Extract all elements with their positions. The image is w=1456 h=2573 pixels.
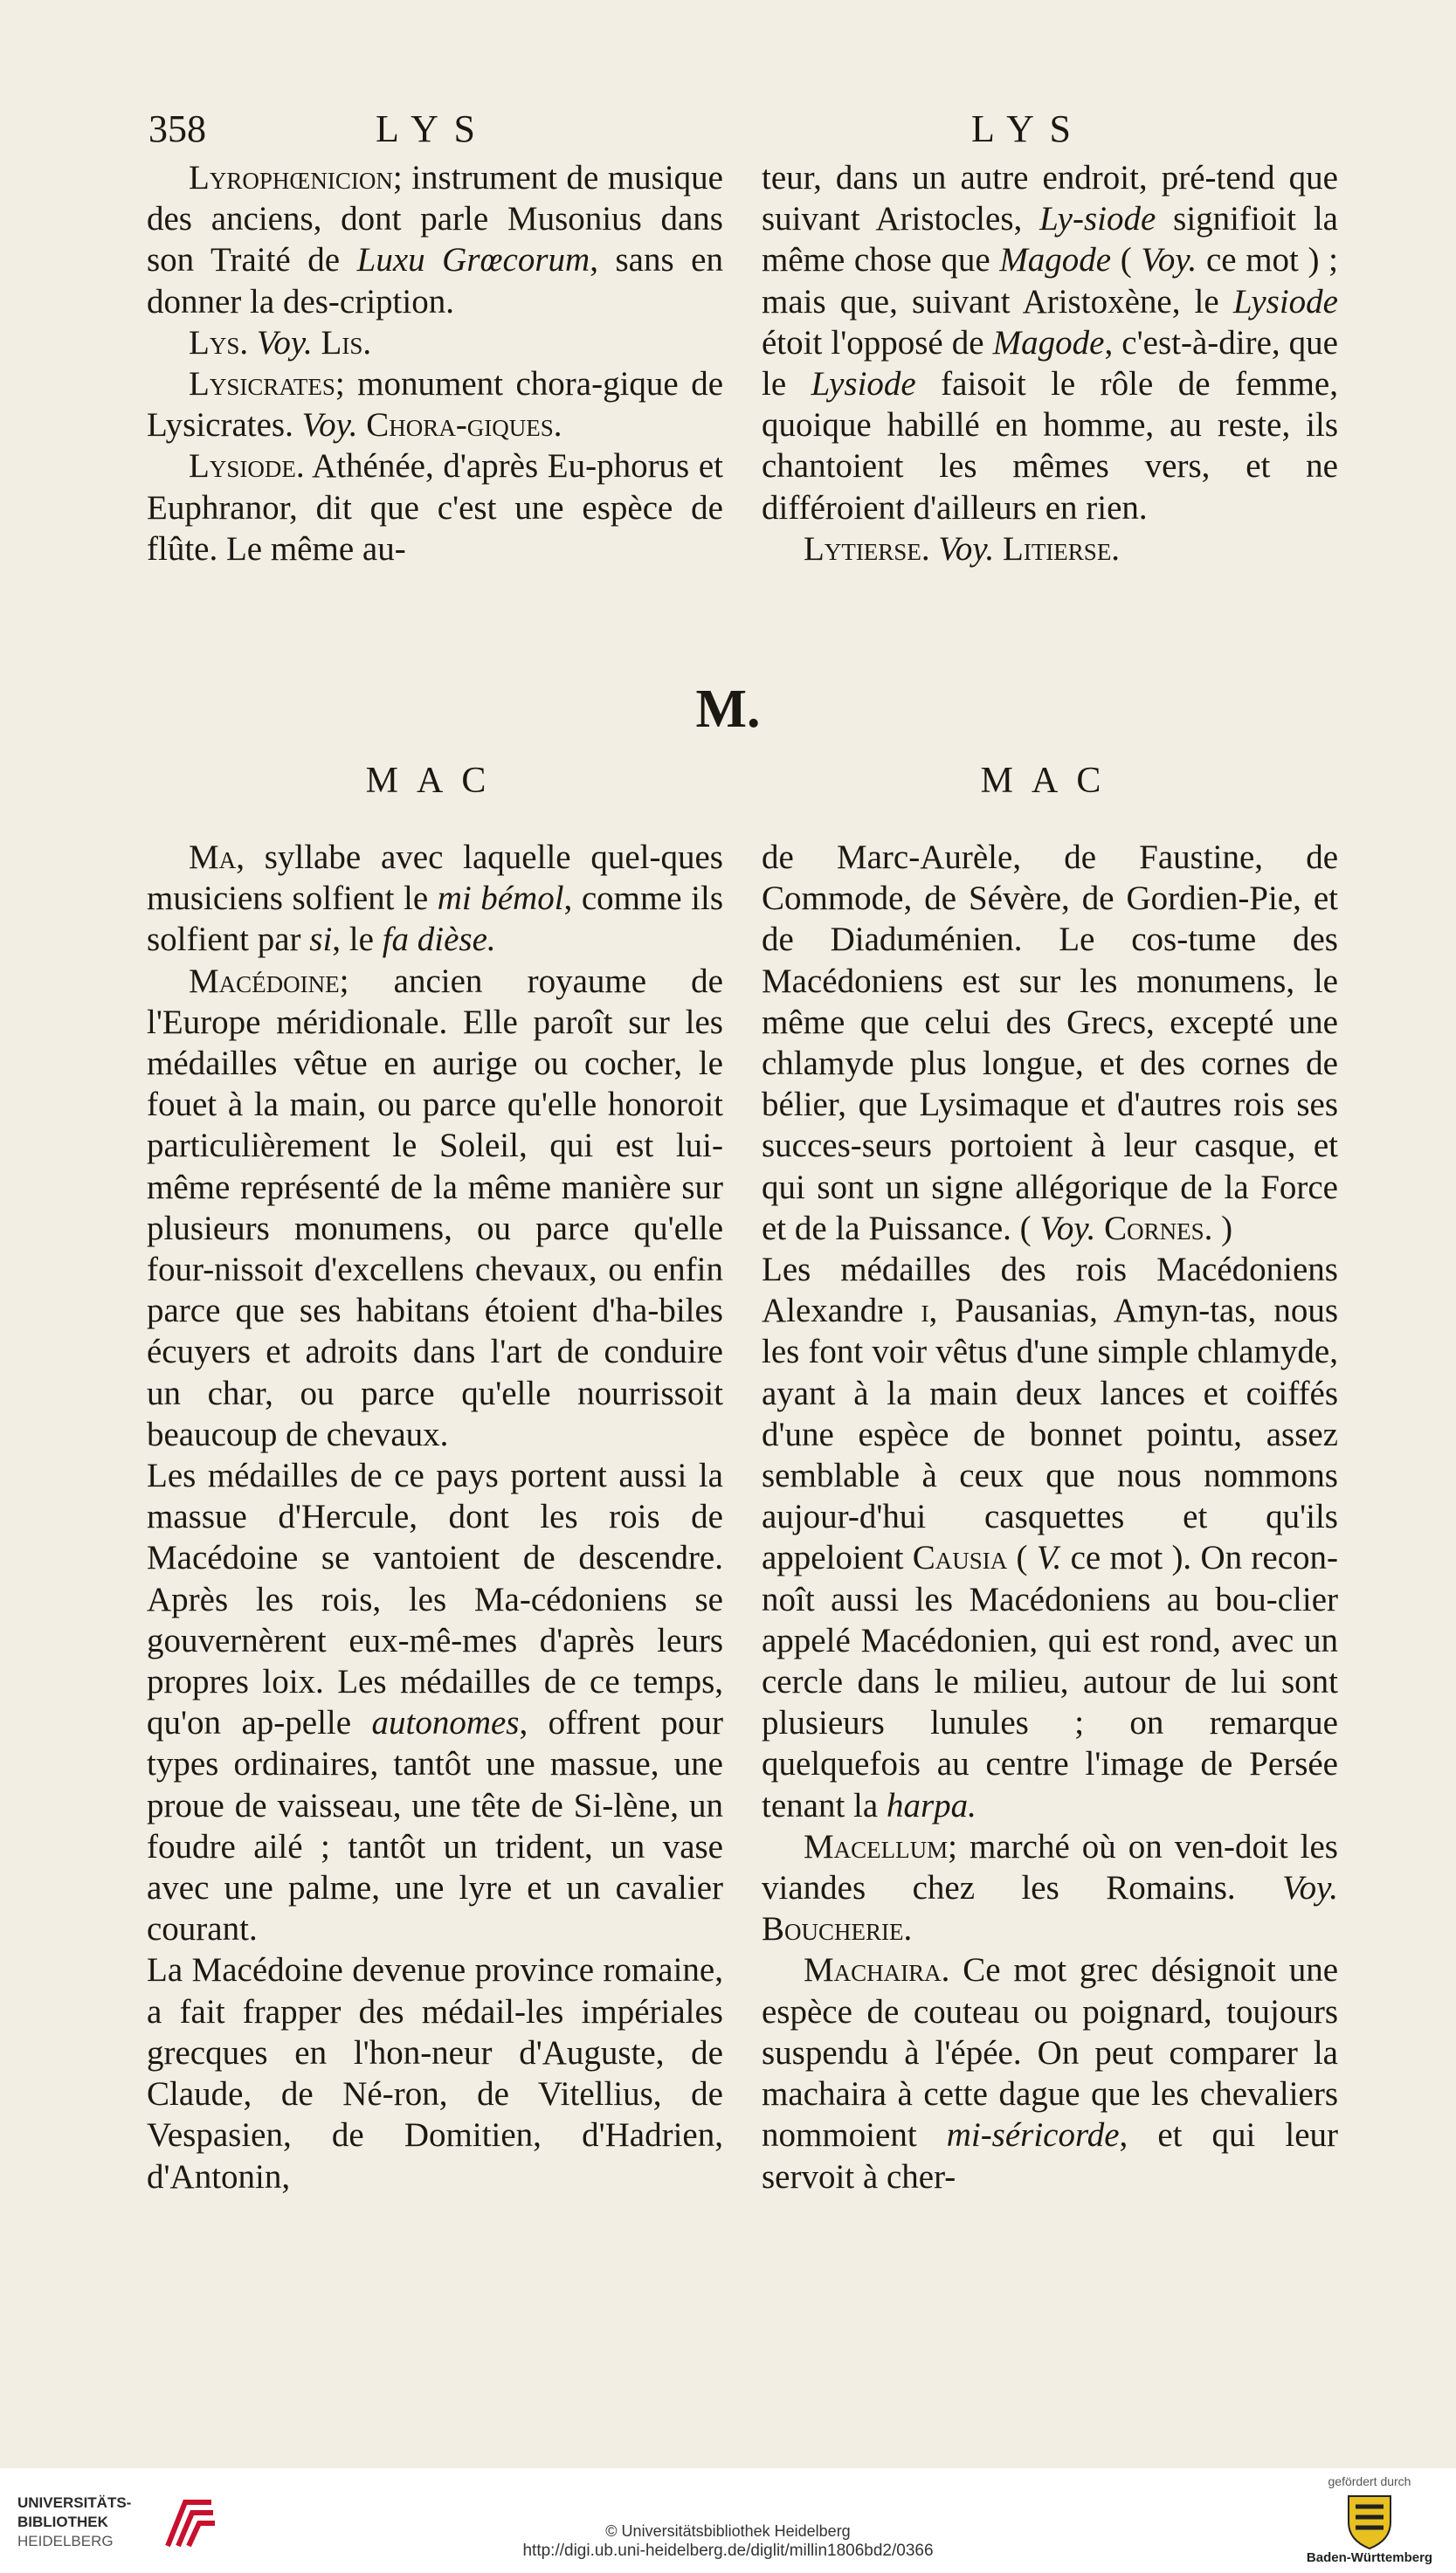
sponsor-caption: gefördert durch [1328,2474,1411,2488]
page-number: 358 [148,107,206,150]
entry-lyrophoenicion: Lyrophœnicion; instrument de musique des anciens, dont parle Musonius dans son Traité de Luxu Grœcorum, sans en donner la des-cription. [147,159,723,321]
entry-lysiode: Lysiode. Athénée, d'après Eu-phorus et Euphranor, dit que c'est une espèce de flûte. Le même au- [147,447,723,568]
entry-ma: Ma, syllabe avec laquelle quel-ques musiciens solfient le mi bémol, comme ils solfient par si, le fa dièse. [147,838,723,959]
logo-line-1: UNIVERSITÄTS- [17,2494,132,2511]
column-bottom-left [147,837,723,2197]
sponsor-name: Baden-Württemberg [1306,2550,1433,2565]
entry-macedoine: Macédoine; ancien royaume de l'Europe méridionale. Elle paroît sur les médailles vêtue en aurige ou cocher, le fouet à la main, ou parce qu'elle honoroit particulièrement le Soleil, qui est lui-même représenté de la même manière sur plusieurs monumens, ou parce qu'elle four-nissoit d'excellens chevaux, ou enfin parce que ses habitans étoient d'ha-biles écuyers et adroits dans l'art de conduire un char, ou parce qu'elle nourrissoit beaucoup de chevaux. [147,962,723,1453]
logo-line-2: BIBLIOTHEK [17,2514,108,2530]
entry-lytierse: Lytierse. Voy. Litierse. [804,529,1121,568]
paragraph-costume: de Marc-Aurèle, de Faustine, de Commode, de Sévère, de Gordien-Pie, et de Diaduménien. Le cos-tume des Macédoniens est sur les monumens, le même que celui des Grecs, excepté une chlamyde plus longue, et des cornes de bélier, que Lysimaque et d'autres rois ses succes-seurs portoient à leur casque, et qui sont un signe allégorique de la Force et de la Puissance. ( Voy. Cornes. ) [762,838,1338,1247]
copyright-text: © Universitätsbibliothek Heidelberg [605,2522,851,2540]
paragraph-province: La Macédoine devenue province romaine, a fait frapper des médail-les impériales grecques en l'hon-neur d'Auguste, de Claude, de Né-ron, de Vitellius, de Vespasien, de Domitien, d'Hadrien, d'Antonin, [147,1951,723,2196]
column-bottom-right [762,837,1338,2197]
subhead-left: MAC [365,761,505,801]
sponsor-logo[interactable] [1304,2473,1435,2568]
coat-of-arms-icon [1343,2493,1396,2550]
subhead-right: MAC [980,761,1120,801]
paragraph-medailles: Les médailles de ce pays portent aussi la massue d'Hercule, dont les rois de Macédoine se vantoient de descendre. Après les rois, les Ma-cédoniens se gouvernèrent eux-mê-mes d'après leurs propres loix. Les médailles de ce temps, qu'on ap-pelle autonomes, offrent pour types ordinaires, tantôt une massue, une proue de vaisseau, une tête de Si-lène, un foudre ailé ; tantôt un trident, un vase avec une palme, une lyre et un cavalier courant. [147,1457,723,1949]
column-top-right [762,157,1338,569]
entry-lysiode-cont: teur, dans un autre endroit, pré-tend que suivant Aristocles, Ly-siode signifioit la même chose que Magode ( Voy. ce mot ) ; mais que, suivant Aristoxène, le Lysiode étoit l'opposé de Magode, c'est-à-dire, que le Lysiode faisoit le rôle de femme, quoique habillé en homme, au reste, ils chantoient les mêmes vers, et ne différoient d'ailleurs en rien. [762,159,1338,527]
entry-lysicrates: Lysicrates; monument chora-gique de Lysicrates. Voy. Chora-giques. [147,365,723,445]
entry-machaira: Machaira. Ce mot grec désignoit une espèce de couteau ou poignard, toujours suspendu à l'épée. On peut comparer la machaira à cette dague que les chevaliers nommoient mi-séricorde, et qui leur servoit à cher- [762,1951,1338,2196]
paragraph-rois: Les médailles des rois Macédoniens Alexandre i, Pausanias, Amyn-tas, nous les font voir vêtus d'une simple chlamyde, ayant à la main deux lances et coiffés d'une espèce de bonnet pointu, assez semblable à ceux que nous nommons aujour-d'hui casquettes et qu'ils appeloient Causia ( V. ce mot ). On recon-noît aussi les Macédoniens au bou-clier appelé Macédonien, qui est rond, avec un cercle dans le milieu, autour de lui sont plusieurs lunules ; on remarque quelquefois au centre l'image de Persée tenant la harpa. [762,1251,1338,1825]
entry-lys: Lys. Voy. Lis. [189,323,372,362]
running-head-right: LYS [971,107,1087,150]
logo-line-3: HEIDELBERG [17,2533,114,2549]
source-url[interactable]: http://digi.ub.uni-heidelberg.de/diglit/millin1806bd2/0366 [522,2542,934,2560]
entry-macellum: Macellum; marché où on ven-doit les viandes chez les Romains. Voy. Boucherie. [762,1827,1338,1949]
running-head-left: LYS [376,107,491,150]
column-top-left [147,157,723,569]
section-letter-m: M. [695,679,761,739]
